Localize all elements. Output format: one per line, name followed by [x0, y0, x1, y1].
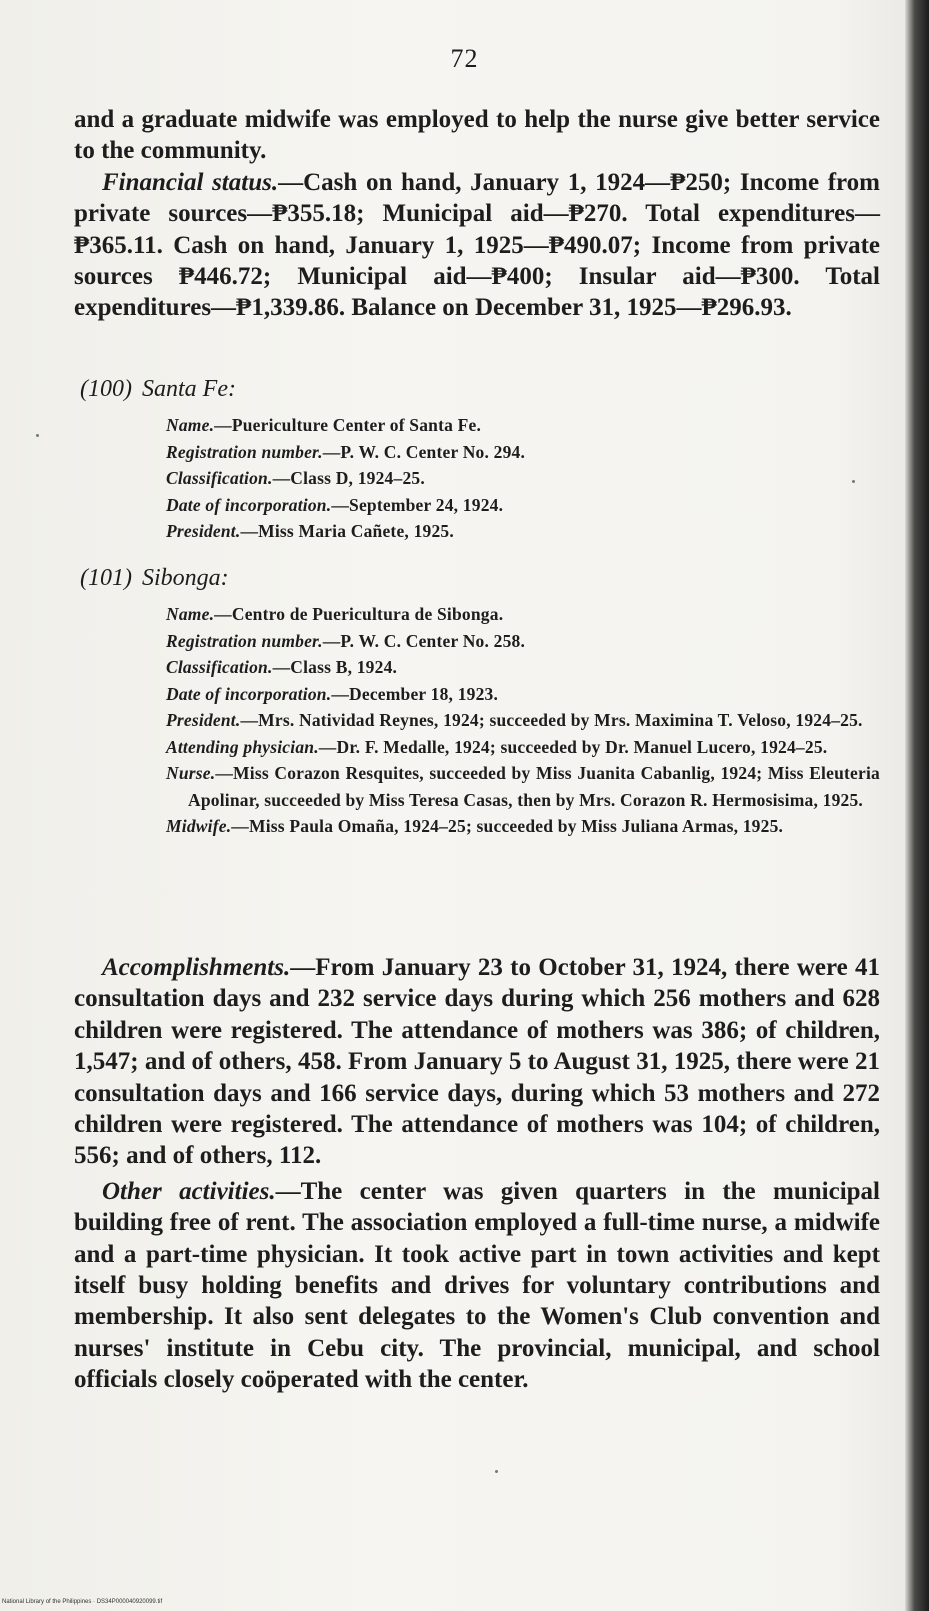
entry-details [166, 412, 880, 545]
detail-name: Name.—Puericulture Center of Santa Fe. [166, 415, 482, 435]
detail-midwife: Midwife.—Miss Paula Omaña, 1924–25; succeeded by Miss Juliana Armas, 1925. [166, 816, 784, 836]
continuation-paragraph: and a graduate midwife was employed to help the nurse give better service to the community. [74, 106, 880, 165]
accomplishments-label: Accomplishments. [102, 954, 291, 981]
detail-registration: Registration number.—P. W. C. Center No. 258. [166, 630, 526, 651]
detail-incorporation: Date of incorporation.—December 18, 1923. [166, 683, 499, 704]
entry-heading [74, 374, 880, 404]
entry-number: (101) [80, 565, 132, 591]
scan-speck [36, 434, 39, 437]
scan-footer: National Library of the Philippines · DS34P000040920099.tif [2, 1599, 163, 1605]
page-binding-edge [905, 0, 929, 1611]
financial-status-label: Financial status. [102, 168, 279, 196]
accomplishments-text: —From January 23 to October 31, 1924, there were 41 consultation days and 232 service days during which 256 mothers and 628 children were registered. The attendance of mothers was 386; of children, 1,547; and of others, 458. From January 5 to August 31, 1925, there were 21 consultation days and 166 service days, during which 53 mothers and 272 children were registered. The attendance of mothers was 104; of children, 556; and of others, 112. [74, 954, 880, 1170]
accomplishments-section [74, 952, 880, 1396]
detail-president: President.—Miss Maria Cañete, 1925. [166, 521, 454, 541]
detail-president: President.—Mrs. Natividad Reynes, 1924; succeeded by Mrs. Maximina T. Veloso, 1924–25. [166, 710, 863, 730]
entry-place: Sibonga: [141, 565, 229, 591]
accomplishments-paragraph [74, 952, 880, 1172]
financial-status-paragraph [74, 167, 880, 324]
other-activities-text: —The center was given quarters in the municipal building free of rent. The association employed a full-time nurse, a midwife and a part-time physician. It took active part in town activities and kept itself busy holding benefits and drives for voluntary contributions and membership. It also sent delegates to the Women's Club convention and nurses' institute in Cebu city. The provincial, municipal, and school officials closely coöperated with the center. [74, 1177, 880, 1394]
financial-status-text: —Cash on hand, January 1, 1924—₱250; Income from private sources—₱355.18; Municipal aid—₱270. Total expenditures—₱365.11. Cash on hand, January 1, 1925—₱490.07; Income from private sources ₱446.72; Municipal aid—₱400; Insular aid—₱300. Total expenditures—₱1,339.86. Balance on December 31, 1925—₱296.93. [74, 168, 881, 322]
entry-number: (100) [80, 376, 132, 402]
intro-section [74, 104, 880, 324]
detail-incorporation: Date of incorporation.—September 24, 1924. [166, 494, 504, 515]
detail-registration: Registration number.—P. W. C. Center No. 294. [166, 441, 526, 462]
detail-nurse: Nurse.—Miss Corazon Resquites, succeeded by Miss Juanita Cabanlig, 1924; Miss Eleuteria Apolinar, succeeded by Miss Teresa Casas, then by Mrs. Corazon R. Hermosisima, 1925. [166, 763, 880, 810]
other-activities-label: Other activities. [102, 1177, 276, 1205]
detail-classification: Classification.—Class D, 1924–25. [166, 468, 425, 488]
page-number: 72 [450, 44, 479, 73]
scan-speck [495, 1470, 498, 1473]
entry-santa-fe [74, 374, 880, 545]
entry-sibonga [74, 563, 880, 840]
other-activities-paragraph [74, 1176, 880, 1396]
detail-physician: Attending physician.—Dr. F. Medalle, 1924; succeeded by Dr. Manuel Lucero, 1924–25. [166, 736, 828, 757]
entry-details [166, 601, 880, 840]
scan-speck [852, 480, 855, 483]
detail-classification: Classification.—Class B, 1924. [166, 657, 398, 677]
entry-heading [74, 563, 880, 593]
detail-name: Name.—Centro de Puericultura de Sibonga. [166, 604, 504, 624]
entry-place: Santa Fe: [141, 376, 236, 402]
